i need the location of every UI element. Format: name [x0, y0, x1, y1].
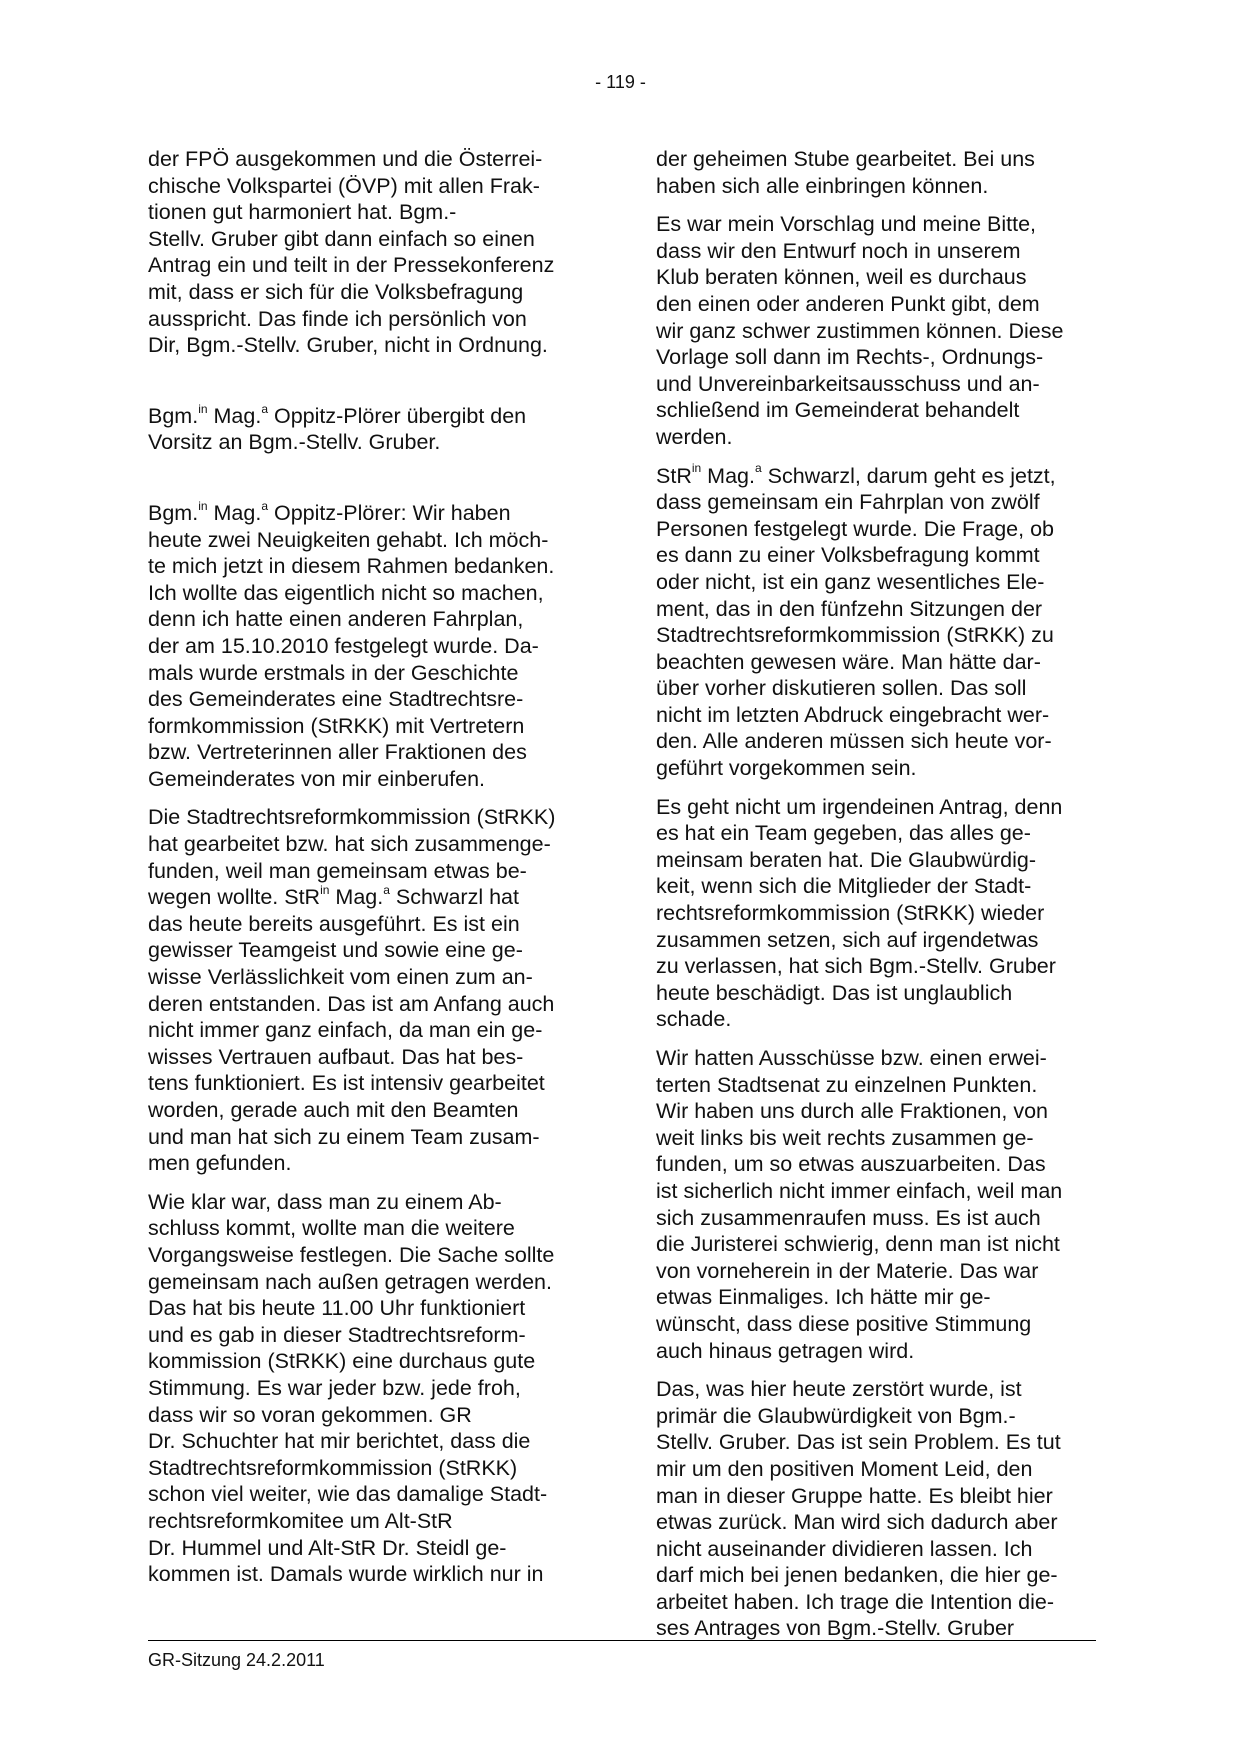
paragraph: [656, 211, 1096, 450]
paragraph: [148, 403, 600, 456]
text-line: beachten gewesen wäre. Man hätte dar-: [656, 649, 1041, 674]
text-line: Stellv. Gruber gibt dann einfach so einen: [148, 226, 535, 251]
text-line: das heute bereits ausgeführt. Es ist ein: [148, 911, 520, 936]
text-line: Bgm.$^{in}$ Mag.$^a$ Oppitz-Plörer übergibt den: [148, 401, 527, 428]
text-line: ausspricht. Das finde ich persönlich von: [148, 306, 527, 331]
text-line: gemeinsam nach außen getragen werden.: [148, 1269, 552, 1294]
footer-session-label: GR-Sitzung 24.2.2011: [148, 1650, 325, 1670]
paragraph: [656, 146, 1096, 199]
text-line: Die Stadtrechtsreformkommission (StRKK): [148, 805, 556, 830]
text-line: rechtsreformkommission (StRKK) wieder: [656, 901, 1045, 926]
text-line: terten Stadtsenat zu einzelnen Punkten.: [656, 1072, 1038, 1097]
text-line: Das, was hier heute zerstört wurde, ist: [656, 1377, 1022, 1402]
text-line: der FPÖ ausgekommen und die Österrei-: [148, 147, 543, 171]
paragraph: [148, 1189, 600, 1588]
text-line: te mich jetzt in diesem Rahmen bedanken.: [148, 554, 555, 579]
text-line: schon viel weiter, wie das damalige Stadt-: [148, 1482, 548, 1507]
text-line: Dr. Schuchter hat mir berichtet, dass die: [148, 1429, 531, 1454]
text-line: tionen gut harmoniert hat. Bgm.-: [148, 200, 457, 225]
text-line: nicht auseinander dividieren lassen. Ich: [656, 1536, 1033, 1561]
text-line: StR$^{in}$ Mag.$^a$ Schwarzl, darum geht es jetzt,: [656, 461, 1056, 488]
text-line: wünscht, dass diese positive Stimmung: [656, 1311, 1032, 1336]
text-line: mir um den positiven Moment Leid, den: [656, 1456, 1033, 1481]
text-line: keit, wenn sich die Mitglieder der Stadt-: [656, 874, 1032, 899]
text-line: schließend im Gemeinderat behandelt: [656, 398, 1020, 423]
text-line: den. Alle anderen müssen sich heute vor-: [656, 729, 1052, 754]
text-line: tens funktioniert. Es ist intensiv gearbeitet: [148, 1071, 545, 1096]
text-line: Das hat bis heute 11.00 Uhr funktioniert: [148, 1296, 526, 1321]
text-line: Stimmung. Es war jeder bzw. jede froh,: [148, 1375, 521, 1400]
paragraph: [656, 463, 1096, 782]
text-line: Dr. Hummel und Alt-StR Dr. Steidl ge-: [148, 1535, 507, 1560]
text-line: und Unvereinbarkeitsausschuss und an-: [656, 371, 1040, 396]
text-line: gewisser Teamgeist und sowie eine ge-: [148, 938, 523, 963]
text-line: funden, weil man gemeinsam etwas be-: [148, 858, 527, 883]
text-line: nicht immer ganz einfach, da man ein ge-: [148, 1018, 543, 1043]
text-line: es hat ein Team gegeben, das alles ge-: [656, 821, 1031, 846]
page-number: - 119 -: [595, 72, 646, 92]
text-line: Wir haben uns durch alle Fraktionen, von: [656, 1099, 1048, 1124]
text-line: ses Antrages von Bgm.-Stellv. Gruber: [656, 1616, 1015, 1641]
text-line: es dann zu einer Volksbefragung kommt: [656, 543, 1040, 568]
text-line: den einen oder anderen Punkt gibt, dem: [656, 291, 1040, 316]
right-column: [656, 146, 1096, 1654]
text-line: Vorsitz an Bgm.-Stellv. Gruber.: [148, 430, 441, 455]
text-line: Antrag ein und teilt in der Pressekonferenz: [148, 253, 555, 278]
text-line: zusammen setzen, sich auf irgendetwas: [656, 927, 1039, 952]
footer-divider: [148, 1640, 1096, 1641]
text-line: kommen ist. Damals wurde wirklich nur in: [148, 1562, 544, 1587]
text-line: rechtsreformkomitee um Alt-StR: [148, 1508, 453, 1533]
text-line: wisse Verlässlichkeit vom einen zum an-: [148, 965, 533, 990]
text-line: über vorher diskutieren sollen. Das soll: [656, 676, 1027, 701]
text-line: etwas zurück. Man wird sich dadurch aber: [656, 1510, 1058, 1535]
paragraph: [656, 1376, 1096, 1642]
text-line: Wie klar war, dass man zu einem Ab-: [148, 1189, 502, 1214]
text-line: der am 15.10.2010 festgelegt wurde. Da-: [148, 633, 539, 658]
text-line: Wir hatten Ausschüsse bzw. einen erwei-: [656, 1046, 1047, 1070]
text-line: denn ich hatte einen anderen Fahrplan,: [148, 607, 524, 632]
text-line: wisses Vertrauen aufbaut. Das hat bes-: [148, 1044, 524, 1069]
text-line: auch hinaus getragen wird.: [656, 1338, 915, 1363]
text-line: Es geht nicht um irgendeinen Antrag, denn: [656, 794, 1063, 819]
paragraph: [148, 804, 600, 1176]
text-line: arbeitet haben. Ich trage die Intention die-: [656, 1589, 1055, 1614]
text-line: mals wurde erstmals in der Geschichte: [148, 660, 519, 685]
text-line: des Gemeinderates eine Stadtrechtsre-: [148, 687, 524, 712]
text-line: Es war mein Vorschlag und meine Bitte,: [656, 212, 1037, 237]
text-line: ment, das in den fünfzehn Sitzungen der: [656, 596, 1043, 621]
text-line: Dir, Bgm.-Stellv. Gruber, nicht in Ordnung.: [148, 333, 548, 358]
text-line: oder nicht, ist ein ganz wesentliches Ele-: [656, 569, 1045, 594]
text-line: mit, dass er sich für die Volksbefragung: [148, 279, 524, 304]
text-line: dass gemeinsam ein Fahrplan von zwölf: [656, 490, 1040, 515]
text-line: worden, gerade auch mit den Beamten: [148, 1098, 519, 1122]
text-line: Stellv. Gruber. Das ist sein Problem. Es tut: [656, 1430, 1061, 1455]
text-line: wir ganz schwer zustimmen können. Diese: [656, 318, 1064, 343]
text-line: men gefunden.: [148, 1151, 292, 1176]
text-line: Klub beraten können, weil es durchaus: [656, 265, 1027, 290]
text-line: Ich wollte das eigentlich nicht so machen,: [148, 580, 544, 605]
text-line: heute beschädigt. Das ist unglaublich: [656, 980, 1013, 1005]
text-line: Stadtrechtsreformkommission (StRKK): [148, 1455, 518, 1480]
text-line: wegen wollte. StR$^{in}$ Mag.$^a$ Schwarzl hat: [148, 883, 519, 910]
text-line: weit links bis weit rechts zusammen ge-: [656, 1125, 1034, 1150]
text-line: und man hat sich zu einem Team zusam-: [148, 1124, 540, 1149]
left-column: [148, 146, 600, 1600]
text-line: ist sicherlich nicht immer einfach, weil man: [656, 1178, 1063, 1203]
text-line: kommission (StRKK) eine durchaus gute: [148, 1349, 536, 1374]
text-line: Bgm.$^{in}$ Mag.$^a$ Oppitz-Plörer: Wir haben: [148, 498, 511, 525]
text-line: dass wir den Entwurf noch in unserem: [656, 238, 1021, 263]
text-line: nicht im letzten Abdruck eingebracht wer-: [656, 702, 1050, 727]
text-line: schluss kommt, wollte man die weitere: [148, 1216, 515, 1241]
text-line: deren entstanden. Das ist am Anfang auch: [148, 991, 555, 1016]
text-line: man in dieser Gruppe hatte. Es bleibt hier: [656, 1483, 1053, 1508]
text-line: werden.: [656, 424, 733, 449]
text-line: Vorlage soll dann im Rechts-, Ordnungs-: [656, 345, 1044, 370]
text-line: Gemeinderates von mir einberufen.: [148, 766, 486, 791]
paragraph: [148, 500, 600, 793]
text-line: haben sich alle einbringen können.: [656, 173, 989, 198]
text-line: dass wir so voran gekommen. GR: [148, 1402, 472, 1427]
text-line: sich zusammenraufen muss. Es ist auch: [656, 1205, 1041, 1230]
text-line: formkommission (StRKK) mit Vertretern: [148, 713, 525, 738]
text-line: zu verlassen, hat sich Bgm.-Stellv. Gruber: [656, 954, 1056, 979]
text-line: der geheimen Stube gearbeitet. Bei uns: [656, 147, 1035, 171]
text-line: meinsam beraten hat. Die Glaubwürdig-: [656, 847, 1037, 872]
text-line: hat gearbeitet bzw. hat sich zusammenge-: [148, 832, 551, 857]
paragraph: [148, 146, 600, 359]
text-line: Personen festgelegt wurde. Die Frage, ob: [656, 516, 1054, 541]
text-line: heute zwei Neuigkeiten gehabt. Ich möch-: [148, 527, 549, 552]
text-line: chische Volkspartei (ÖVP) mit allen Frak-: [148, 173, 540, 198]
text-line: Vorgangsweise festlegen. Die Sache sollte: [148, 1242, 555, 1267]
text-line: etwas Einmaliges. Ich hätte mir ge-: [656, 1285, 991, 1310]
text-line: bzw. Vertreterinnen aller Fraktionen des: [148, 740, 527, 765]
text-line: Stadtrechtsreformkommission (StRKK) zu: [656, 623, 1054, 648]
text-line: primär die Glaubwürdigkeit von Bgm.-: [656, 1403, 1016, 1428]
text-line: darf mich bei jenen bedanken, die hier ge-: [656, 1563, 1058, 1588]
text-line: funden, um so etwas auszuarbeiten. Das: [656, 1152, 1046, 1177]
paragraph: [656, 794, 1096, 1033]
text-line: von vorneherein in der Materie. Das war: [656, 1258, 1039, 1283]
text-line: und es gab in dieser Stadtrechtsreform-: [148, 1322, 526, 1347]
text-line: schade.: [656, 1007, 732, 1032]
text-line: die Juristerei schwierig, denn man ist nicht: [656, 1232, 1060, 1257]
text-line: geführt vorgekommen sein.: [656, 756, 917, 781]
paragraph: [656, 1045, 1096, 1364]
